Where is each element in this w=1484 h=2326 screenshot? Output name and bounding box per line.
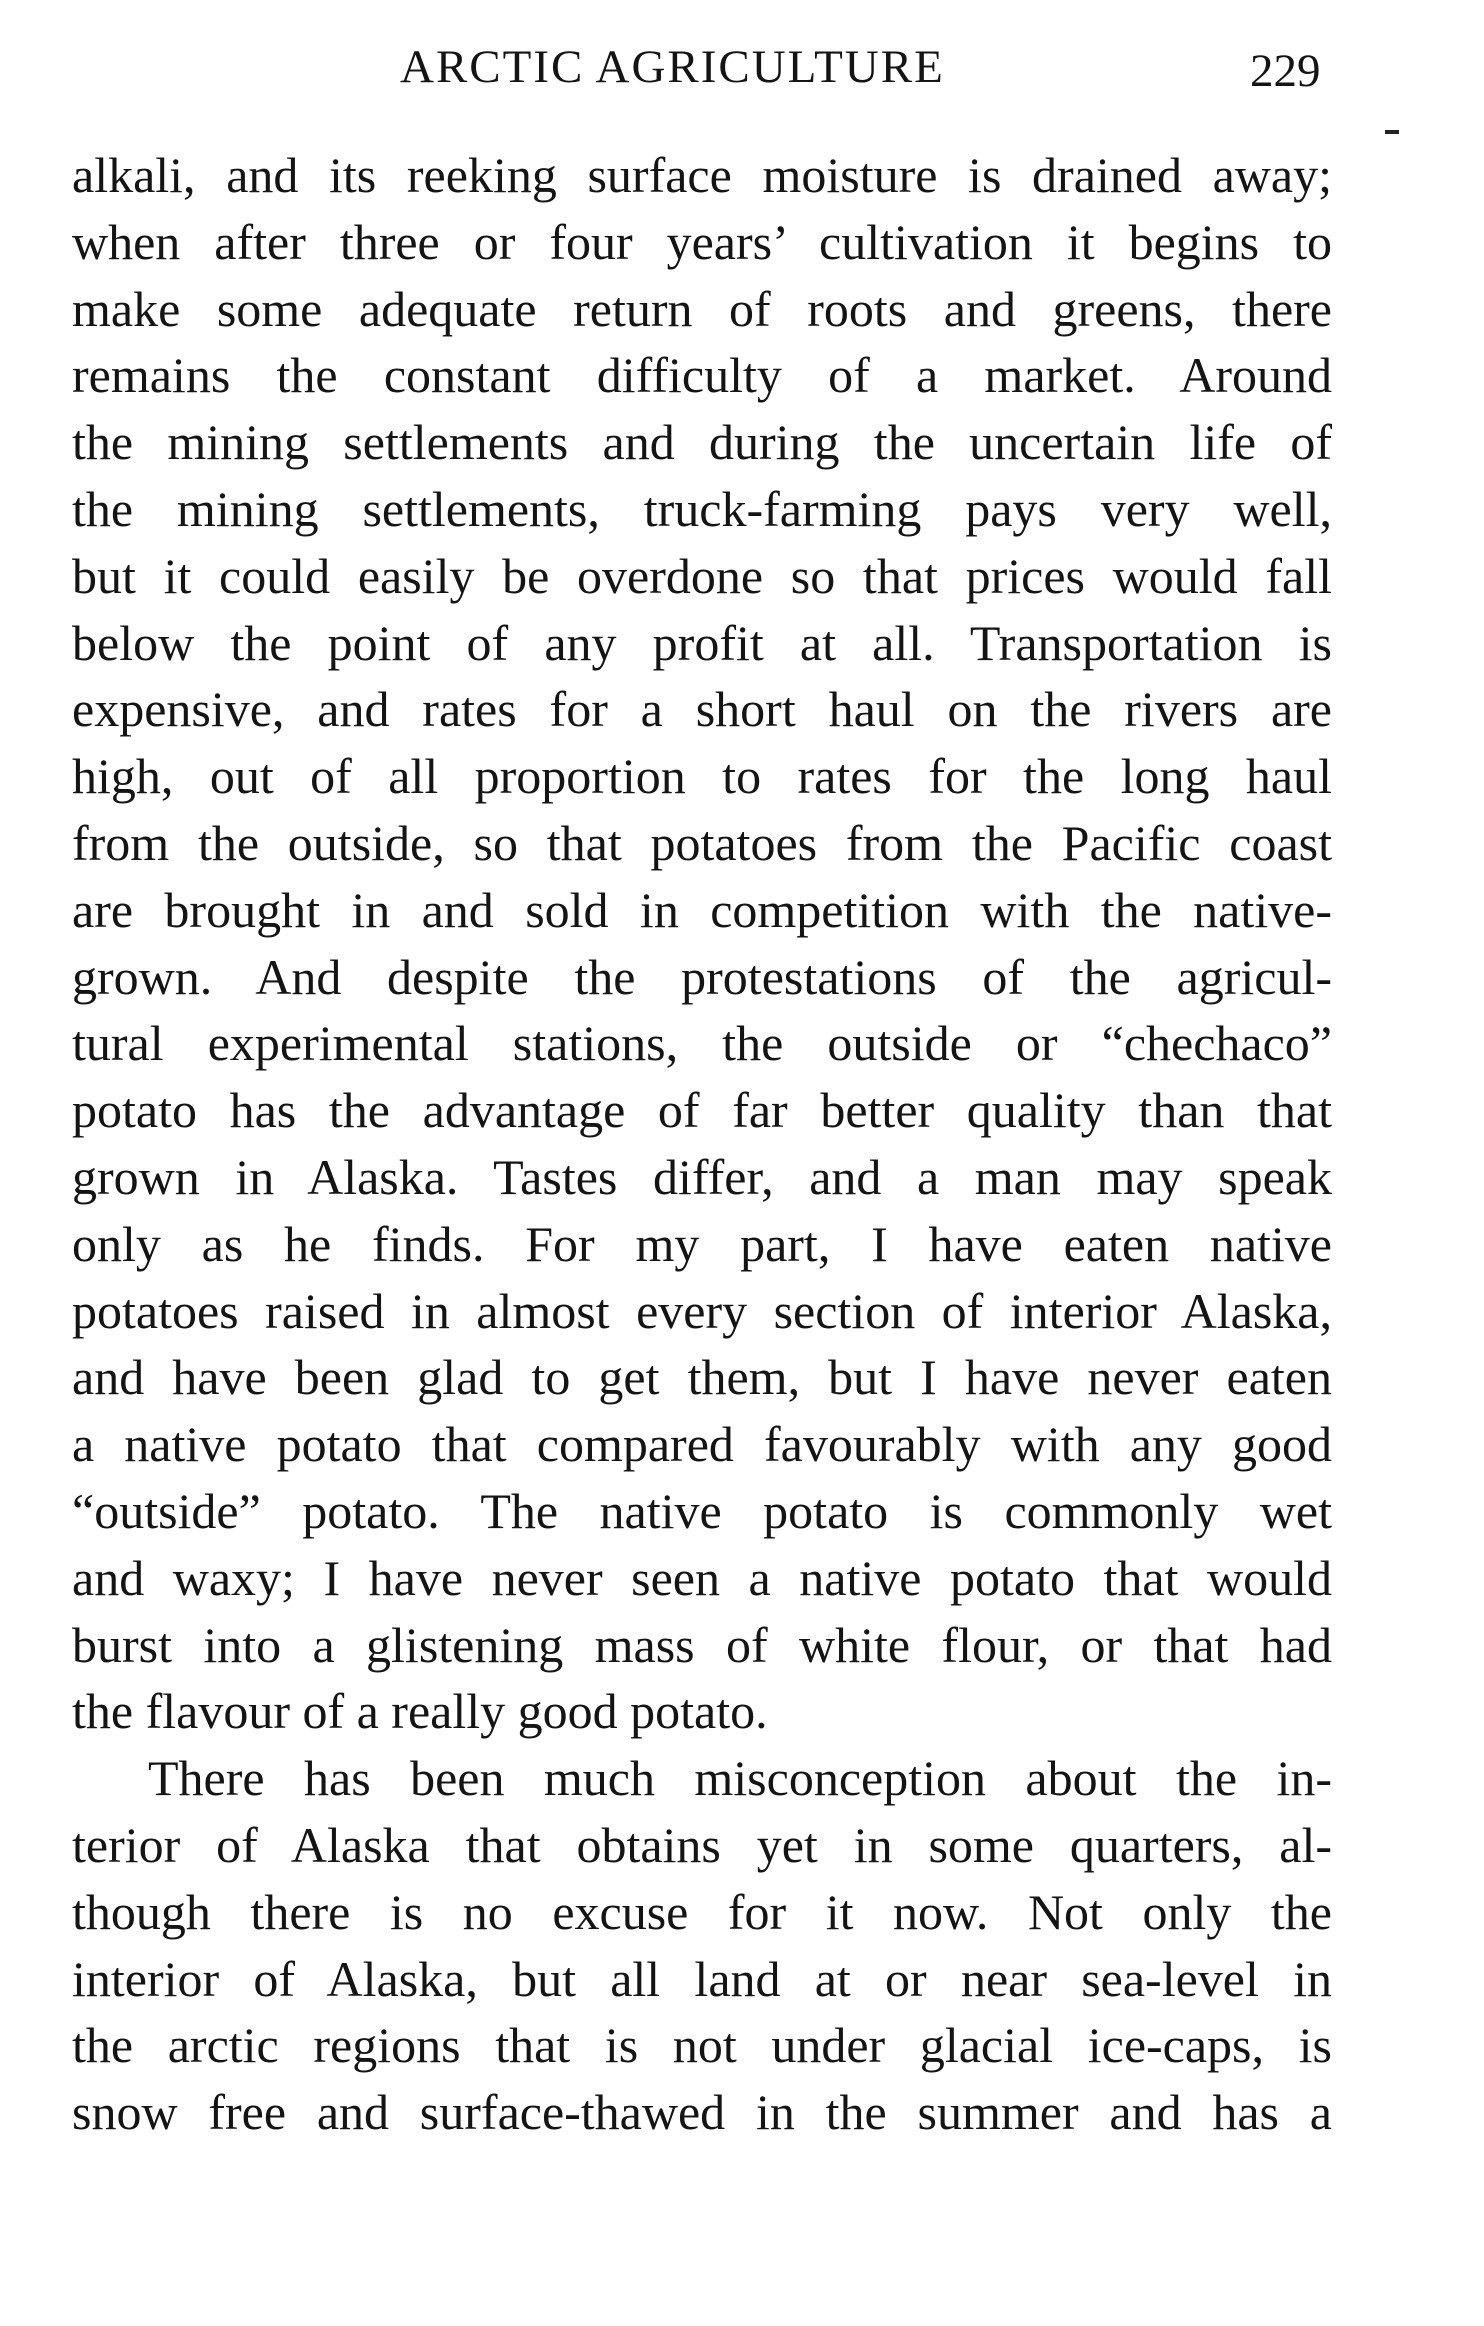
text-line: tural experimental stations, the outside or “chechaco”: [72, 1015, 1332, 1072]
text-line: when after three or four years’ cultivation it begins to: [72, 213, 1332, 270]
text-line: There has been much misconception about the in-: [148, 1750, 1332, 1807]
text-line: are brought in and sold in competition with the native-: [72, 881, 1332, 938]
text-line: high, out of all proportion to rates for the long haul: [72, 748, 1332, 805]
text-line: burst into a glistening mass of white flour, or that had: [72, 1616, 1332, 1673]
text-line: alkali, and its reeking surface moisture is drained away;: [72, 147, 1332, 203]
text-line: and waxy; I have never seen a native potato that would: [72, 1549, 1332, 1606]
text-line: interior of Alaska, but all land at or near sea-level in: [72, 1950, 1332, 2007]
text-line: make some adequate return of roots and greens, there: [72, 280, 1332, 337]
text-line: expensive, and rates for a short haul on the rivers are: [72, 681, 1332, 738]
text-line: the flavour of a really good potato.: [72, 1683, 768, 1740]
page-number: 229: [1250, 45, 1321, 97]
text-line: though there is no excuse for it now. Not only the: [72, 1883, 1332, 1940]
text-line: potato has the advantage of far better quality than that: [72, 1082, 1332, 1139]
text-line: remains the constant difficulty of a market. Around: [72, 347, 1332, 404]
text-line: the mining settlements, truck-farming pays very well,: [72, 480, 1332, 537]
text-line: terior of Alaska that obtains yet in some quarters, al-: [72, 1816, 1332, 1873]
text-line: only as he finds. For my part, I have eaten native: [72, 1215, 1332, 1272]
text-line: potatoes raised in almost every section of interior Alaska,: [72, 1282, 1332, 1339]
running-title: ARCTIC AGRICULTURE: [400, 41, 945, 93]
text-line: from the outside, so that potatoes from the Pacific coast: [72, 814, 1332, 871]
text-line: but it could easily be overdone so that prices would fall: [72, 547, 1332, 604]
paragraph-1: [72, 142, 1332, 1745]
body-text: [72, 142, 1332, 2146]
text-line: below the point of any profit at all. Transportation is: [72, 614, 1332, 671]
text-line: snow free and surface-thawed in the summer and has a: [72, 2084, 1332, 2141]
text-line: grown. And despite the protestations of the agricul-: [72, 948, 1332, 1005]
text-line: “outside” potato. The native potato is commonly wet: [72, 1482, 1332, 1539]
text-line: a native potato that compared favourably with any good: [72, 1416, 1332, 1473]
text-line: the arctic regions that is not under glacial ice-caps, is: [72, 2017, 1332, 2074]
margin-mark: [1385, 130, 1399, 134]
paragraph-2: [72, 1745, 1332, 2146]
text-line: the mining settlements and during the uncertain life of: [72, 414, 1332, 471]
running-head: [0, 40, 1484, 110]
text-line: grown in Alaska. Tastes differ, and a man may speak: [72, 1148, 1332, 1205]
text-line: and have been glad to get them, but I have never eaten: [72, 1349, 1332, 1406]
